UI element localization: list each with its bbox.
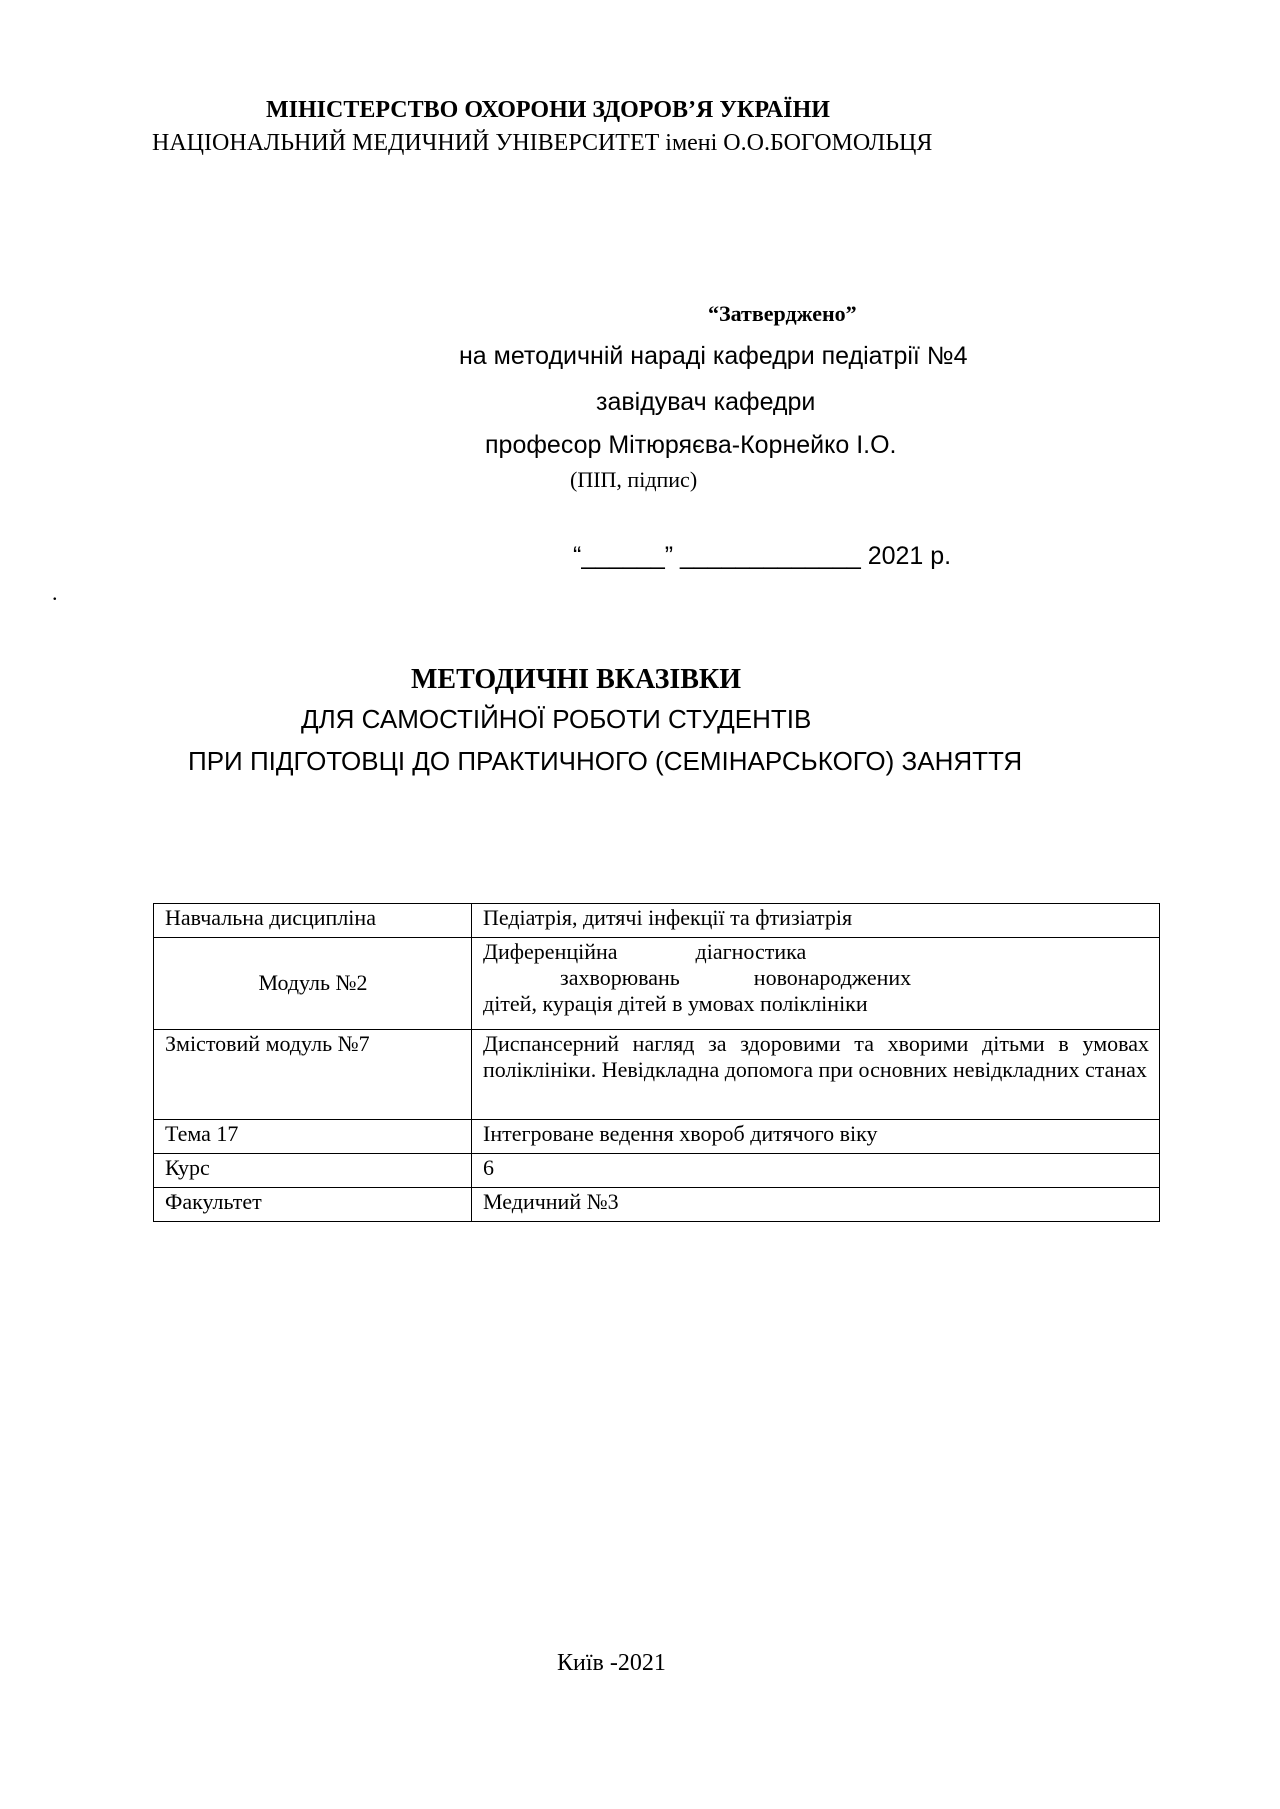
- topic-value: Інтегроване ведення хвороб дитячого віку: [472, 1120, 1160, 1154]
- info-table: [153, 903, 1160, 1222]
- module-value-line2-word2: новонароджених: [753, 965, 912, 990]
- table-row-course: [154, 1154, 1160, 1188]
- content-module-label: Змістовий модуль №7: [154, 1030, 472, 1120]
- module-value-line1-word2: діагностика: [695, 939, 807, 964]
- table-row-topic: [154, 1120, 1160, 1154]
- table-row-discipline: [154, 904, 1160, 938]
- topic-label: Тема 17: [154, 1120, 472, 1154]
- module-label: Модуль №2: [154, 938, 472, 1030]
- signature-note: (ПІП, підпис): [570, 467, 698, 492]
- approval-head-of-department: завідувач кафедри: [596, 388, 816, 416]
- discipline-label: Навчальна дисципліна: [154, 904, 472, 938]
- content-module-value: Диспансерний нагляд за здоровими та хворими дітьми в умовах поліклініки. Невідкладна допомога при основних невідкладних станах: [472, 1030, 1160, 1120]
- document-title: МЕТОДИЧНІ ВКАЗІВКИ: [411, 664, 741, 695]
- course-value: 6: [472, 1154, 1160, 1188]
- table-row-content-module: [154, 1030, 1160, 1120]
- stray-mark: .: [52, 580, 58, 605]
- approved-label: “Затверджено”: [708, 301, 857, 326]
- table-row-module: [154, 938, 1160, 1030]
- approval-professor: професор Мітюряєва-Корнейко І.О.: [485, 431, 897, 459]
- footer-city-year: Київ -2021: [557, 1650, 666, 1676]
- discipline-value: Педіатрія, дитячі інфекції та фтизіатрія: [472, 904, 1160, 938]
- table-row-faculty: [154, 1188, 1160, 1222]
- faculty-value: Медичний №3: [472, 1188, 1160, 1222]
- document-subtitle-line2: ПРИ ПІДГОТОВЦІ ДО ПРАКТИЧНОГО (СЕМІНАРСЬКОГО) ЗАНЯТТЯ: [188, 746, 1023, 776]
- approval-date-line: “______” _____________ 2021 р.: [573, 542, 952, 570]
- faculty-label: Факультет: [154, 1188, 472, 1222]
- module-value-line2-word1: захворювань: [560, 965, 680, 990]
- module-value: [472, 938, 1160, 1030]
- ministry-title: МІНІСТЕРСТВО ОХОРОНИ ЗДОРОВ’Я УКРАЇНИ: [266, 97, 830, 123]
- module-value-line3: дітей, курація дітей в умовах поліклініки: [483, 991, 868, 1016]
- document-subtitle-line1: ДЛЯ САМОСТІЙНОЇ РОБОТИ СТУДЕНТІВ: [301, 704, 812, 734]
- course-label: Курс: [154, 1154, 472, 1188]
- university-title: НАЦІОНАЛЬНИЙ МЕДИЧНИЙ УНІВЕРСИТЕТ імені О.О.БОГОМОЛЬЦЯ: [152, 130, 933, 156]
- approval-meeting: на методичній нараді кафедри педіатрії №4: [459, 342, 968, 370]
- module-value-line1-word1: Диференційна: [483, 939, 618, 964]
